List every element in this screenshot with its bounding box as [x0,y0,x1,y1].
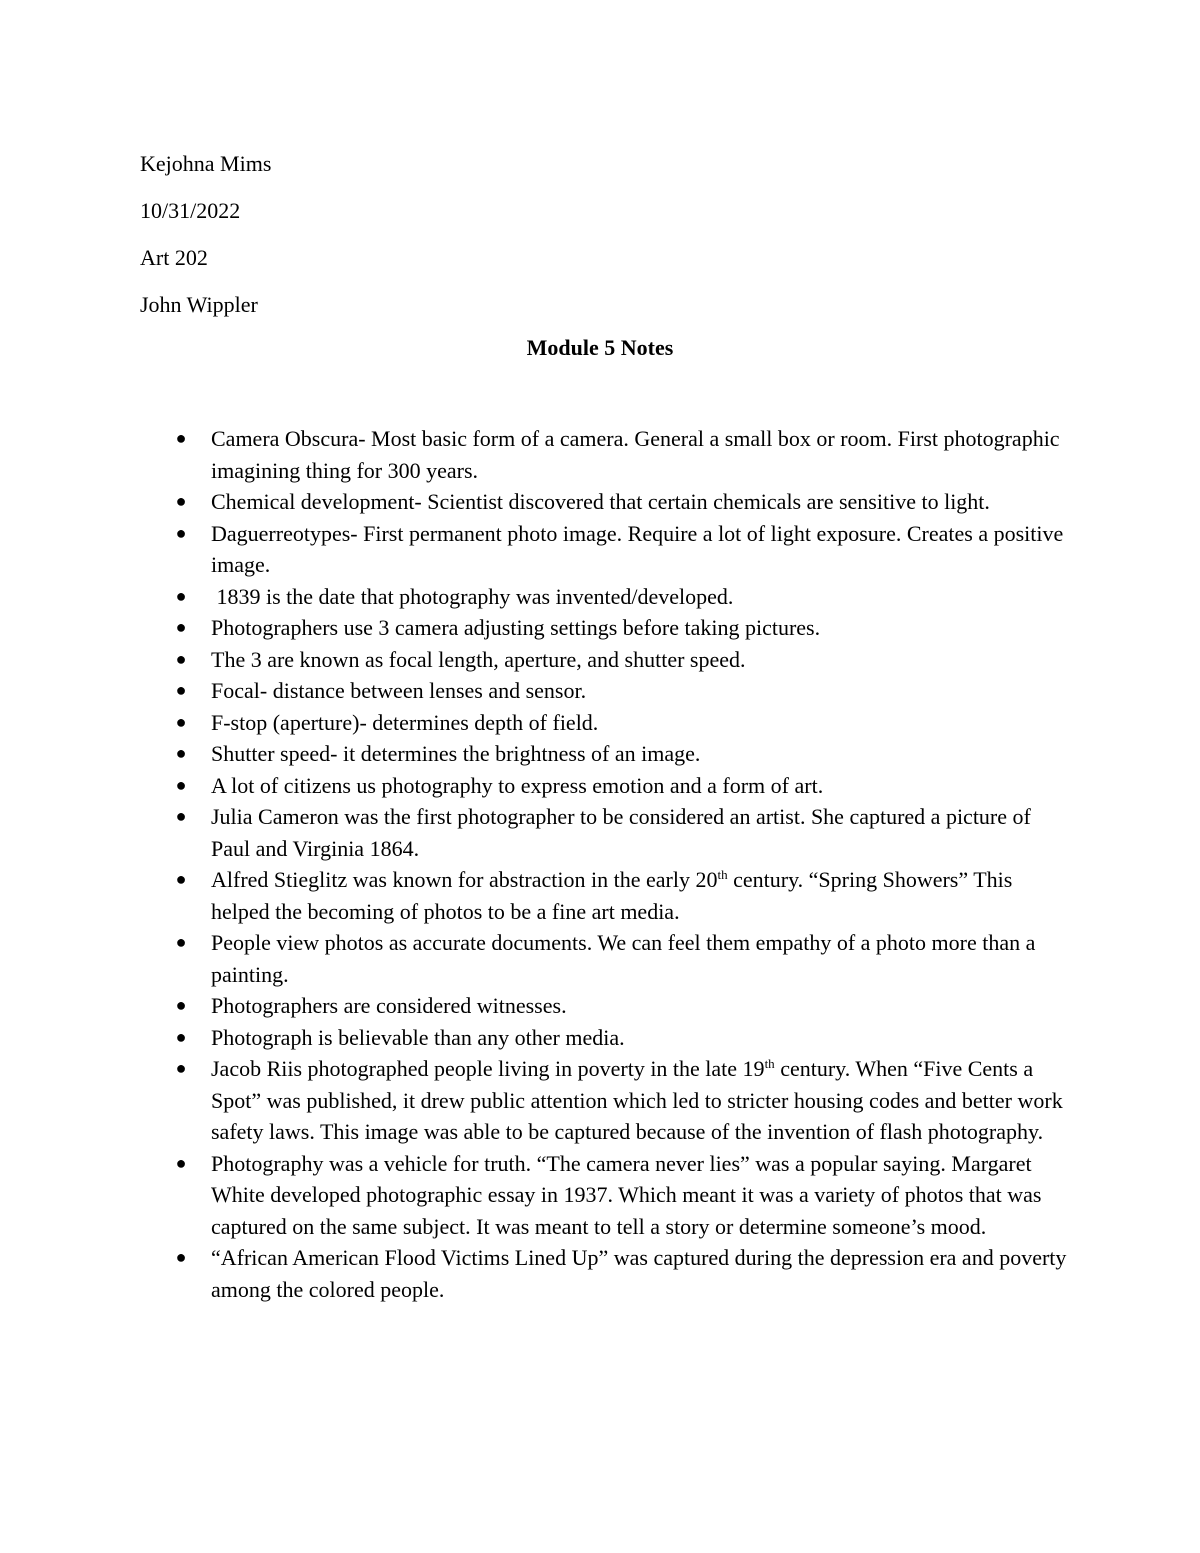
bullet-icon: ● [175,1152,187,1173]
list-item [175,1242,1071,1305]
bullet-icon: ● [175,617,187,637]
note-text [211,867,1012,924]
note-text: Shutter speed- it determines the brightness of an image. [211,741,701,766]
list-item [175,707,1071,739]
note-text: F-stop (aperture)- determines depth of field. [211,709,599,735]
bullet-icon: ● [175,774,187,795]
note-text: Daguerreotypes- First permanent photo image. Require a lot of light exposure. Creates a positive image. [211,520,1064,577]
bullet-icon: ● [175,428,187,448]
bullet-icon: ● [175,585,187,606]
note-text-part: Alfred Stieglitz was known for abstraction in the early 20 [211,867,718,892]
list-item [175,990,1071,1022]
list-item [175,770,1071,802]
note-text: The 3 are known as focal length, aperture, and shutter speed. [211,646,746,672]
list-item [175,864,1071,927]
list-item [175,644,1071,676]
bullet-icon: ● [175,1026,187,1047]
note-text: Photograph is believable than any other media. [211,1024,625,1050]
list-item [175,518,1071,581]
bullet-icon: ● [175,522,187,543]
note-text-part: century. “Spring Showers” This helped the becoming of photos to be a fine art media. [211,867,1013,924]
list-item [175,1022,1071,1054]
note-text: Photographers use 3 camera adjusting settings before taking pictures. [211,615,821,640]
note-text: 1839 is the date that photography was invented/developed. [211,583,734,609]
note-text: “African American Flood Victims Lined Up” was captured during the depression era and poverty among the colored people. [211,1245,1067,1302]
list-item [175,1148,1071,1243]
bullet-icon: ● [175,932,187,952]
note-text: Photography was a vehicle for truth. “The camera never lies” was a popular saying. Margaret White developed photographic essay in 1937. Which meant it was a variety of photos that was captured on the same subject. It was meant to tell a story or determine someone’s mood. [211,1150,1042,1239]
document-title: Module 5 Notes [526,335,674,360]
bullet-icon: ● [175,995,187,1015]
course-name: Art 202 [140,245,208,270]
document-date: 10/31/2022 [140,198,241,223]
note-text: A lot of citizens us photography to express emotion and a form of art. [211,772,824,798]
notes-list [175,423,1071,1305]
note-text: Focal- distance between lenses and sensor. [211,678,587,703]
bullet-icon: ● [175,711,187,732]
ordinal-suffix: th [764,1056,775,1071]
list-item [175,675,1071,707]
list-item [175,581,1071,613]
instructor-name: John Wippler [140,292,258,317]
note-text: People view photos as accurate documents. We can feel them empathy of a photo more than a painting. [211,930,1036,987]
list-item [175,612,1071,644]
note-text: Camera Obscura- Most basic form of a camera. General a small box or room. First photographic imagining thing for 300 years. [211,426,1060,483]
bullet-icon: ● [175,1058,187,1078]
note-text-part: century. When “Five Cents a Spot” was published, it drew public attention which led to stricter housing codes and better work safety laws. This image was able to be captured because of the invention of flash photography. [211,1056,1063,1144]
note-text: Photographers are considered witnesses. [211,993,567,1018]
bullet-icon: ● [175,648,187,669]
bullet-icon: ● [175,680,187,700]
list-item [175,486,1071,518]
list-item [175,801,1071,864]
list-item [175,738,1071,770]
list-item [175,1053,1071,1148]
note-text-part: Jacob Riis photographed people living in poverty in the late 19 [211,1056,765,1081]
document-header [140,140,271,328]
bullet-icon: ● [175,1247,187,1267]
author-name: Kejohna Mims [140,151,272,176]
note-text: Chemical development- Scientist discovered that certain chemicals are sensitive to light. [211,489,990,514]
bullet-icon: ● [175,743,187,763]
list-item [175,423,1071,486]
note-text: Julia Cameron was the first photographer to be considered an artist. She captured a picture of Paul and Virginia 1864. [211,804,1031,861]
ordinal-suffix: th [717,867,728,882]
note-text [211,1056,1063,1144]
list-item [175,927,1071,990]
bullet-icon: ● [175,491,187,511]
bullet-icon: ● [175,806,187,826]
bullet-icon: ● [175,869,187,889]
